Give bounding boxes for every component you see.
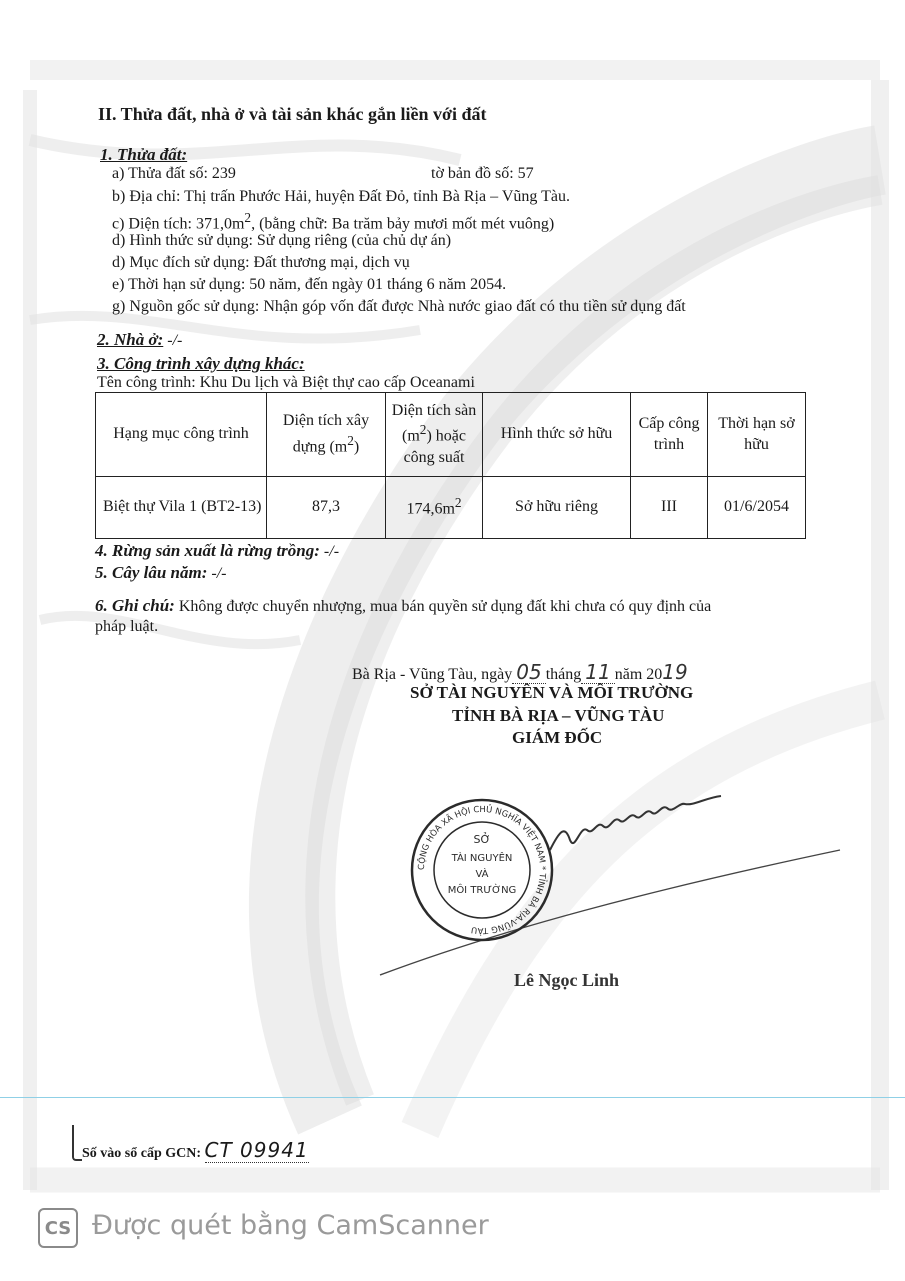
header-floor-area	[386, 393, 483, 477]
signing-month: 11	[585, 660, 611, 684]
header-grade: Cấp công trình	[631, 393, 708, 477]
cell-floor-area-value: 174,6m	[406, 500, 455, 518]
header-built-area-text: Diện tích xây dựng (m	[282, 412, 370, 456]
usage-origin: g) Nguồn gốc sử dụng: Nhận góp vốn đất được Nhà nước giao đất có thu tiền sử dụng đất	[112, 298, 686, 315]
camscanner-logo: CS	[38, 1208, 78, 1248]
land-address: b) Địa chỉ: Thị trấn Phước Hải, huyện Đất Đỏ, tỉnh Bà Rịa – Vũng Tàu.	[112, 188, 570, 205]
issuing-agency: SỞ TÀI NGUYÊN VÀ MÔI TRƯỜNG	[410, 683, 694, 702]
notes-text-cont: pháp luật.	[95, 618, 159, 635]
registry-line	[82, 1138, 309, 1162]
stamp-line3: VÀ	[475, 869, 489, 880]
header-floor-area-sup: 2	[419, 422, 427, 438]
signing-place: Bà Rịa - Vũng Tàu, ngày	[352, 666, 513, 683]
signing-day: 05	[516, 660, 542, 684]
header-ownership: Hình thức sở hữu	[483, 393, 631, 477]
usage-purpose: d) Mục đích sử dụng: Đất thương mại, dịch vụ	[112, 254, 410, 271]
land-title: 1. Thửa đất:	[100, 145, 188, 164]
header-built-area	[267, 393, 386, 477]
table-header-row	[96, 393, 806, 477]
header-floor-area-a: Diện tích sàn (m	[391, 401, 477, 445]
signer-position: GIÁM ĐỐC	[512, 728, 603, 747]
parcel-number: a) Thửa đất số: 239	[112, 165, 236, 182]
usage-form: d) Hình thức sử dụng: Sử dụng riêng (của chủ dự án)	[112, 232, 452, 249]
header-built-area-sup: 2	[347, 432, 354, 448]
land-area-prefix: c) Diện tích: 371,0m	[112, 215, 245, 233]
registry-bracket-mark	[72, 1125, 82, 1161]
camscanner-watermark: Được quét bằng CamScanner	[92, 1210, 489, 1241]
stamp-ring-text: CỘNG HÒA XÃ HỘI CHỦ NGHĨA VIỆT NAM * TỈNH BÀ RỊA-VŨNG TÀU	[416, 804, 548, 936]
notes-line	[95, 596, 711, 616]
house-title: 2. Nhà ở:	[97, 330, 164, 349]
section-heading: II. Thửa đất, nhà ở và tài sản khác gắn liền với đất	[98, 104, 487, 124]
notes-text: Không được chuyển nhượng, mua bán quyền sử dụng đất khi chưa có quy định của	[174, 598, 712, 615]
header-built-area-end: )	[353, 438, 360, 456]
cell-built-area: 87,3	[267, 477, 386, 539]
month-label: tháng	[545, 666, 582, 683]
table-row	[96, 477, 806, 539]
perennial-line	[95, 563, 227, 583]
notes-title: 6. Ghi chú:	[95, 596, 175, 615]
header-floor-area-b: ) hoặc công suất	[403, 427, 466, 466]
stamp-line4: MÔI TRƯỜNG	[447, 885, 517, 896]
cell-item: Biệt thự Vila 1 (BT2-13)	[96, 477, 267, 539]
project-name: Tên công trình: Khu Du lịch và Biệt thự cao cấp Oceanami	[97, 374, 475, 391]
forest-line	[95, 541, 339, 561]
perennial-value: -/-	[207, 565, 227, 582]
signer-name: Lê Ngọc Linh	[514, 970, 620, 990]
scan-artifact-line	[0, 1097, 905, 1098]
header-item: Hạng mục công trình	[96, 393, 267, 477]
cell-term: 01/6/2054	[708, 477, 806, 539]
forest-title: 4. Rừng sản xuất là rừng trồng:	[95, 541, 320, 560]
land-area	[112, 210, 554, 233]
land-area-suffix: , (bằng chữ: Ba trăm bảy mươi mốt mét vuông)	[251, 215, 555, 233]
registry-label: Số vào sổ cấp GCN:	[82, 1146, 202, 1161]
stamp-line1: SỞ	[473, 833, 491, 846]
usage-term: e) Thời hạn sử dụng: 50 năm, đến ngày 01 tháng 6 năm 2054.	[112, 276, 507, 293]
house-line	[97, 330, 182, 350]
forest-value: -/-	[319, 543, 340, 560]
house-value: -/-	[163, 332, 183, 349]
perennial-title: 5. Cây lâu năm:	[95, 563, 208, 582]
area-superscript: 2	[244, 210, 252, 225]
issuing-province: TỈNH BÀ RỊA – VŨNG TÀU	[452, 706, 665, 725]
signature-scribble	[545, 790, 725, 860]
stamp-line2: TÀI NGUYÊN	[451, 853, 513, 864]
cell-floor-area	[386, 477, 483, 539]
year-label: năm 20	[614, 666, 663, 683]
signing-date-line	[352, 660, 688, 684]
registry-number: CT 09941	[204, 1138, 309, 1162]
signing-year: 19	[662, 660, 688, 684]
works-table	[95, 392, 806, 539]
cell-floor-area-sup: 2	[454, 495, 462, 511]
works-title: 3. Công trình xây dựng khác:	[97, 354, 305, 373]
map-sheet-number: tờ bản đồ số: 57	[431, 165, 534, 182]
cell-ownership: Sở hữu riêng	[483, 477, 631, 539]
official-stamp	[407, 795, 557, 945]
header-term: Thời hạn sở hữu	[708, 393, 806, 477]
cell-grade: III	[631, 477, 708, 539]
